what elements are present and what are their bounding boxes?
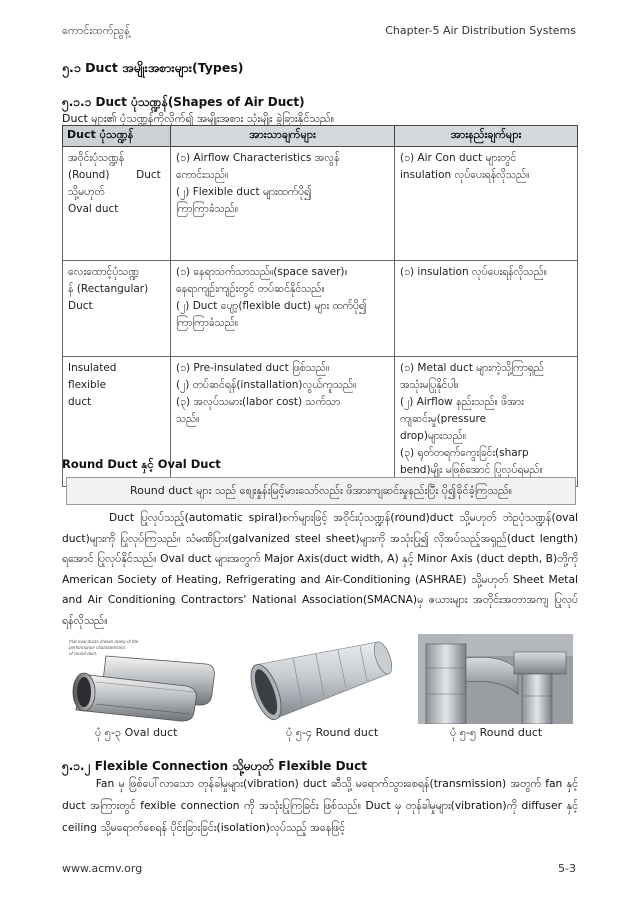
cell-line: (၂) Flexible duct များထက်ပို၍ (176, 186, 312, 198)
cell-line: (Round) Duct (68, 169, 161, 181)
cell-line: (၂) Duct ပျော့(flexible duct) များ ထက်ပို၍ (176, 300, 367, 312)
cell-line: flexible (68, 379, 107, 391)
page-header (62, 24, 576, 40)
cell-line: သို့မဟုတ် (68, 186, 105, 198)
oval-duct-illustration (66, 634, 216, 724)
cell-line: ကောင်းသည်။ (176, 169, 229, 181)
section-title: ၅.၁ Duct အမျိုးအစားများ(Types) (62, 60, 244, 75)
cell-line: လေးထောင့်ပုံသဏ္ဍ (68, 266, 139, 278)
cell-line: ကြာကြာခံသည်။ (176, 203, 239, 215)
cell-shape (63, 147, 171, 261)
header-shape: Duct ပုံသဏ္ဍန် (63, 126, 171, 147)
cell-pros (171, 261, 395, 357)
cell-line: သည်။ (176, 413, 200, 425)
oval-duct-caption-line: performance characteristics (69, 645, 126, 650)
cell-line: (၁) နေရာသက်သာသည်။(space saver)။ (176, 266, 348, 278)
table-row (63, 147, 578, 261)
cell-cons (395, 147, 578, 261)
cell-line: (၁) Air Con duct များတွင် (400, 152, 517, 164)
flexible-paragraph: Fan မှ ဖြစ်ပေါ်လာသော တုန်ခါမှုများ(vibration) duct ဆီသို့ မရောက်သွားစေရန်(transmission) အတွက် fan နှင့် duct အကြားတွင် fexible connection ကို အသုံးပြုကြခြင်း ဖြစ်သည်။ Duct မှ တုန်ခါမှုများ(vibration)ကို diffuser နှင့် ceiling သို့မရောက်စေရန် ပိုင်းခြားခြင်း(isolation)လုပ်သည့် အနေဖြင့် (62, 777, 582, 834)
figure-caption: ပုံ ၅-၄ Round duct (286, 726, 379, 739)
cell-line: အဝိုင်းပုံသဏ္ဍန် (68, 152, 125, 164)
spiral-duct-illustration (238, 634, 393, 724)
cell-line: Oval duct (68, 203, 119, 215)
cell-line: (၂) တပ်ဆင်ရန်(installation)လွယ်ကူသည်။ (176, 379, 357, 391)
header-author: ကောင်းထက်ညွန့် (62, 24, 130, 37)
cell-line: duct (68, 396, 92, 408)
cell-line: နေရာကျဉ်းကျဉ်းတွင် တပ်ဆင်နိုင်သည်။ (176, 283, 325, 295)
round-duct-image-2 (418, 634, 573, 724)
cell-line: Duct (68, 300, 93, 312)
cell-pros (171, 147, 395, 261)
cell-line: (၂) Airflow နည်းသည်။ ဖိအား (400, 396, 524, 408)
duct-comparison-table (62, 125, 578, 487)
cell-line: insulation လုပ်ပေးရန်လိုသည်။ (400, 169, 530, 181)
cell-line: (၁) Airflow Characteristics အလွန် (176, 152, 340, 164)
flexible-heading: ၅.၁.၂ Flexible Connection သို့မဟုတ် Flexible Duct (62, 759, 367, 773)
cell-line: (၁) Pre-insulated duct ဖြစ်သည်။ (176, 362, 330, 374)
cell-line: ကြာကြာခံသည်။ (176, 317, 239, 329)
table-row (63, 261, 578, 357)
footer-website: www.acmv.org (62, 862, 143, 875)
round-duct-image-1 (238, 634, 393, 724)
oval-duct-caption-line: Flat oval ducts shown many of the (69, 639, 139, 644)
header-chapter: Chapter-5 Air Distribution Systems (385, 24, 576, 37)
highlight-note: Round duct များ သည် စျေးနှုန်းမြင့်မားသော်လည်း ဖိအားကျဆင်းမှုနည်းပြီး ပို၍ခိုင်ခံ့ကြသည်။ (66, 477, 576, 505)
figure-caption: ပုံ ၅-၅ Round duct (450, 726, 543, 739)
figure-caption: ပုံ ၅-၃ Oval duct (95, 726, 178, 739)
header-cons: အားနည်းချက်များ (395, 126, 578, 147)
cell-line: drop)များသည်။ (400, 430, 467, 442)
cell-line: Insulated (68, 362, 117, 374)
cell-line: (၁) Metal duct များကဲ့သို့ကြာရှည် (400, 362, 544, 374)
intro-text: Duct များ၏ ပုံသဏ္ဍန်ကိုလိုက်၍ အမျိုးအစား သုံးမျိုး ခွဲခြားနိုင်သည်။ (62, 112, 335, 125)
cell-line: န် (Rectangular) (68, 283, 149, 295)
table-header-row (63, 126, 578, 147)
cell-line: ကျဆင်းမှု(pressure (400, 413, 487, 425)
cell-cons (395, 261, 578, 357)
round-oval-heading: Round Duct နှင့် Oval Duct (62, 457, 221, 471)
cell-shape (63, 261, 171, 357)
page-number: 5-3 (558, 862, 576, 875)
cell-cons (395, 357, 578, 487)
cell-line: အသုံးမပြုနိုင်ပါ။ (400, 379, 459, 391)
cell-line: (၃) ရုတ်တရက်ကွေးခြင်း(sharp (400, 447, 529, 459)
cell-line: (၁) insulation လုပ်ပေးရန်လိုသည်။ (400, 266, 547, 278)
subsection-title: ၅.၁.၁ Duct ပုံသဏ္ဍန်(Shapes of Air Duct) (62, 95, 305, 109)
cell-line: (၃) အလုပ်သမား(labor cost) သက်သာ (176, 396, 341, 408)
header-pros: အားသာချက်များ (171, 126, 395, 147)
cell-line: bend)မျိုး မဖြစ်အောင် ပြုလုပ်ရမည်။ (400, 464, 543, 476)
round-oval-paragraph: Duct ပြုလုပ်သည့်(automatic spiral)စက်များဖြင့် အဝိုင်းပုံသဏ္ဍန်(round)duct သို့မဟုတ် ဘဲဥပုံသဏ္ဍန်(oval duct)များကို ပြုလုပ်ကြသည်။ သံမဏိပြား(galvanized steel sheet)များကို အသုံးပြု၍ လိုအပ်သည့်အရှည်(duct length) ရအောင် ပြုလုပ်နိုင်သည်။ Oval duct များအတွက် Major Axis(duct width, A) နှင့် Minor Axis (duct depth, B)တို့ကို American Society of Heating, Refrigerating and Air-Conditioning (ASHRAE) သို့မဟုတ် Sheet Metal and Air Conditioning Contractors' National Association(SMACNA)မှ ဇယားများ အတိုင်းအတာအကျ ပြုလုပ်ရန်လိုသည်။ (62, 511, 582, 627)
oval-duct-image (66, 634, 216, 724)
duct-installation-illustration (418, 634, 573, 724)
oval-duct-caption-line: of round duct. (69, 651, 98, 656)
